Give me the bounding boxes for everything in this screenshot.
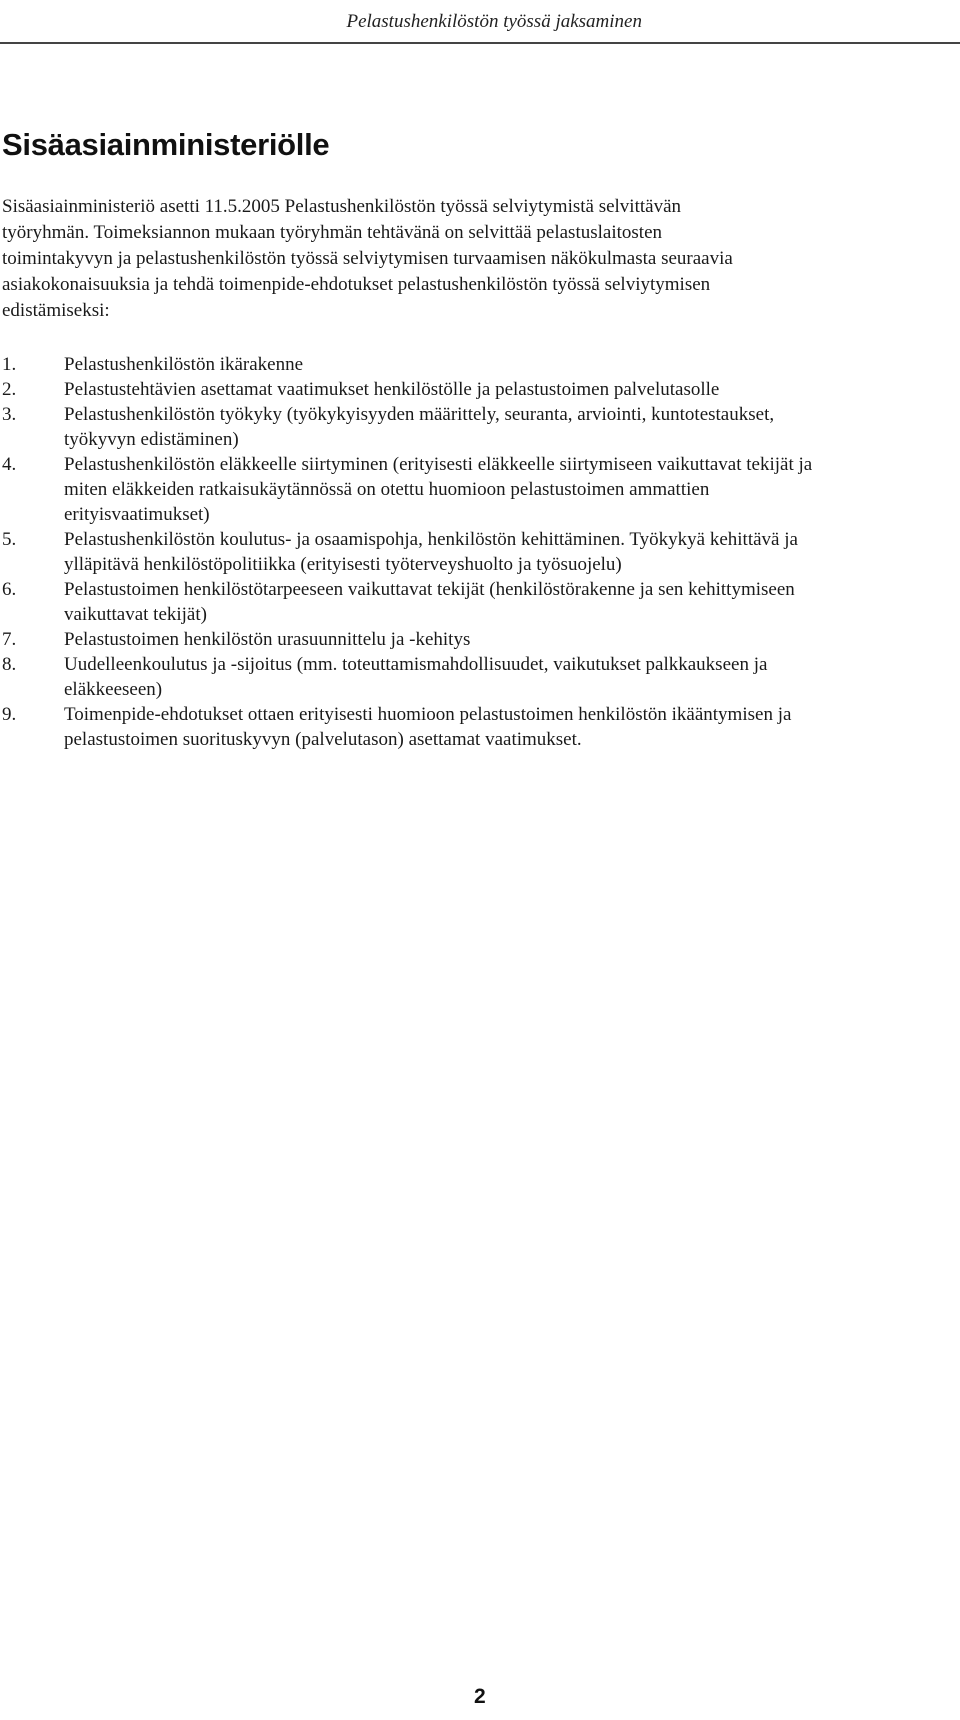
list-item-text: miten eläkkeiden ratkaisukäytännössä on otettu huomioon pelastustoimen ammattien bbox=[64, 479, 710, 500]
list-number: 2. bbox=[2, 379, 17, 400]
list-number: 7. bbox=[2, 629, 17, 650]
list-item-text: Pelastushenkilöstön ikärakenne bbox=[64, 354, 304, 375]
list-item-text: työkyvyn edistäminen) bbox=[64, 429, 239, 450]
intro-paragraph bbox=[2, 194, 957, 324]
list-item-text: Pelastushenkilöstön eläkkeelle siirtyminen (erityisesti eläkkeelle siirtymiseen vaikuttavat tekijät ja bbox=[64, 454, 813, 475]
page-number: 2 bbox=[474, 1685, 486, 1708]
list-item-8 bbox=[0, 652, 958, 702]
list-item-text: Uudelleenkoulutus ja -sijoitus (mm. toteuttamismahdollisuudet, vaikutukset palkkaukseen ja bbox=[64, 654, 768, 675]
list-item-text: Pelastushenkilöstön työkyky (työkykyisyyden määrittely, seuranta, arviointi, kuntotestaukset, bbox=[64, 404, 775, 425]
list-item-text: eläkkeeseen) bbox=[64, 679, 163, 700]
intro-line: Sisäasiainministeriö asetti 11.5.2005 Pelastushenkilöstön työssä selviytymistä selvittävän bbox=[2, 196, 682, 217]
list-item-5 bbox=[0, 527, 958, 577]
list-number: 4. bbox=[2, 454, 17, 475]
list-item-1 bbox=[0, 352, 958, 377]
list-item-3 bbox=[0, 402, 958, 452]
list-item-text: ylläpitävä henkilöstöpolitiikka (erityisesti työterveyshuolto ja työsuojelu) bbox=[64, 554, 622, 575]
list-number: 8. bbox=[2, 654, 17, 675]
list-item-text: Pelastushenkilöstön koulutus- ja osaamispohja, henkilöstön kehittäminen. Työkykyä kehittävä ja bbox=[64, 529, 798, 550]
list-item-7 bbox=[0, 627, 958, 652]
list-item-text: Toimenpide-ehdotukset ottaen erityisesti huomioon pelastustoimen henkilöstön ikääntymisen ja bbox=[64, 704, 792, 725]
list-number: 5. bbox=[2, 529, 17, 550]
list-number: 9. bbox=[2, 704, 17, 725]
intro-line: toimintakyvyn ja pelastushenkilöstön työssä selviytymisen turvaamisen näkökulmasta seuraavia bbox=[2, 248, 733, 269]
list-item-9 bbox=[0, 702, 958, 752]
intro-line: edistämiseksi: bbox=[2, 300, 110, 321]
list-item-2 bbox=[0, 377, 958, 402]
running-header bbox=[0, 0, 960, 44]
running-header-title: Pelastushenkilöstön työssä jaksaminen bbox=[346, 11, 642, 32]
list-item-4 bbox=[0, 452, 958, 527]
list-item-text: vaikuttavat tekijät) bbox=[64, 604, 207, 625]
list-item-text: Pelastustoimen henkilöstön urasuunnittelu ja -kehitys bbox=[64, 629, 471, 650]
list-number: 6. bbox=[2, 579, 17, 600]
intro-line: asiakokonaisuuksia ja tehdä toimenpide-ehdotukset pelastushenkilöstön työssä selviytymisen bbox=[2, 274, 711, 295]
list-number: 3. bbox=[2, 404, 17, 425]
list-item-text: erityisvaatimukset) bbox=[64, 504, 210, 525]
intro-line: työryhmän. Toimeksiannon mukaan työryhmän tehtävänä on selvittää pelastuslaitosten bbox=[2, 222, 662, 243]
list-item-text: Pelastustehtävien asettamat vaatimukset henkilöstölle ja pelastustoimen palvelutasolle bbox=[64, 379, 720, 400]
list-item-text: Pelastustoimen henkilöstötarpeeseen vaikuttavat tekijät (henkilöstörakenne ja sen kehittymiseen bbox=[64, 579, 795, 600]
list-item-6 bbox=[0, 577, 958, 627]
list-number: 1. bbox=[2, 354, 17, 375]
task-list bbox=[0, 352, 958, 752]
page-title: Sisäasiainministeriölle bbox=[2, 127, 330, 162]
list-item-text: pelastustoimen suorituskyvyn (palvelutason) asettamat vaatimukset. bbox=[64, 729, 582, 750]
